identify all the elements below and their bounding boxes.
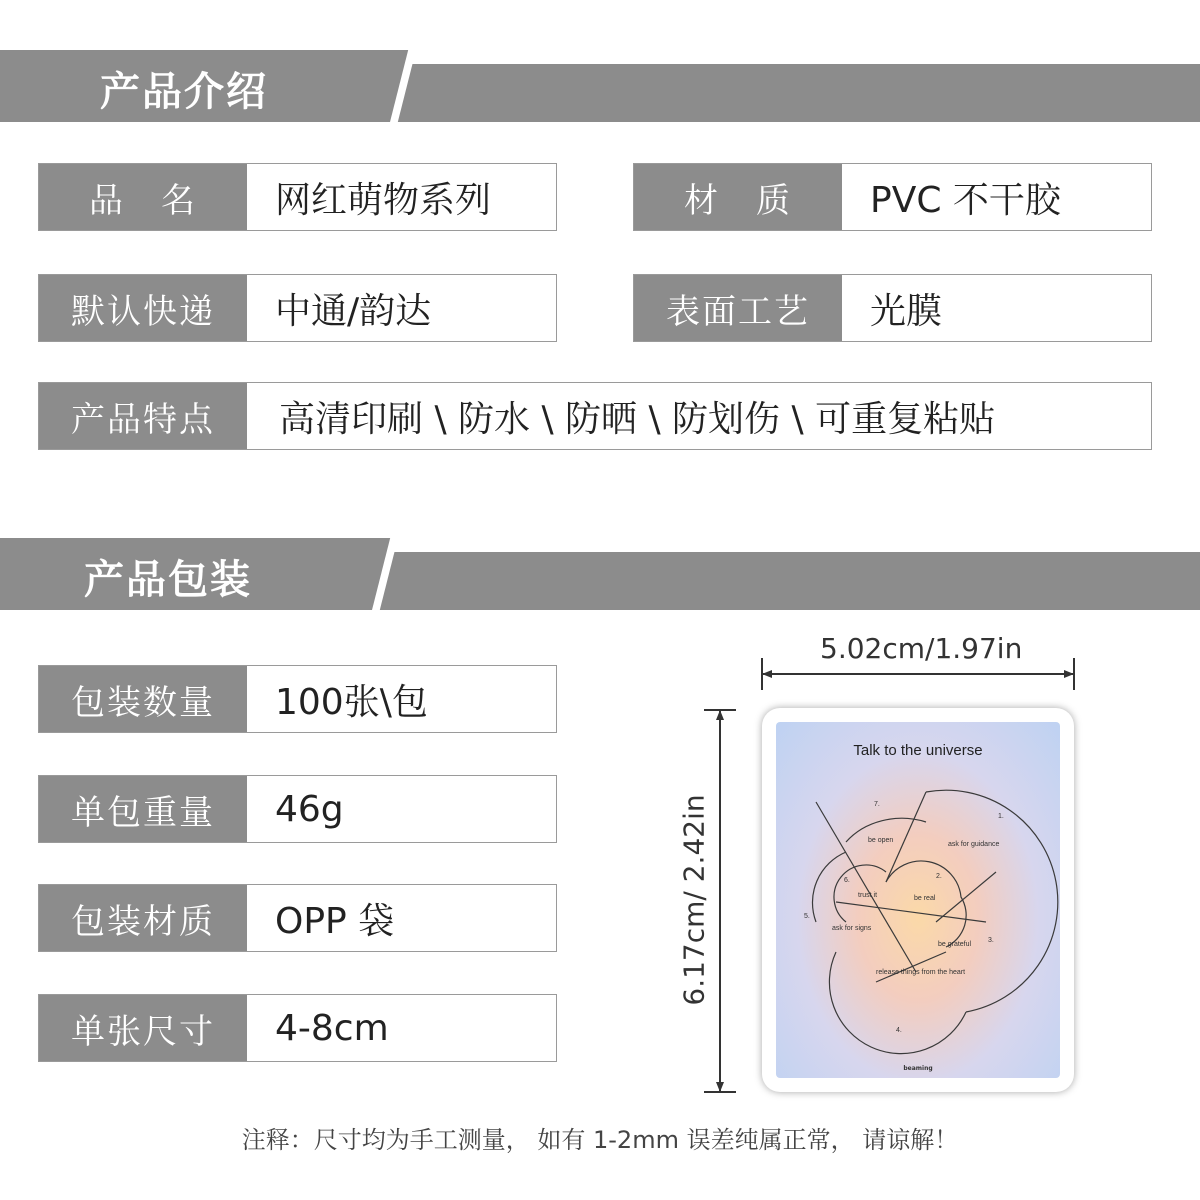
- spec-label: 单包重量: [39, 776, 247, 842]
- sticker-step: be grateful: [938, 941, 972, 948]
- spec-label: 默认快递: [39, 275, 247, 341]
- spec-label: 表面工艺: [634, 275, 842, 341]
- section-title: 产品介绍: [100, 69, 268, 115]
- section-title: 产品包装: [84, 557, 252, 603]
- spec-value: 光膜: [870, 290, 943, 332]
- spec-value: 中通/韵达: [275, 290, 432, 332]
- spec-value: 高清印刷 \ 防水 \ 防晒 \ 防划伤 \ 可重复粘贴: [279, 398, 996, 440]
- spec-label: 包装数量: [39, 666, 247, 732]
- sticker-number: 6.: [844, 877, 850, 884]
- spec-label: 材 质: [634, 164, 842, 230]
- sticker-card: [762, 708, 1074, 1092]
- spec-value: 4-8cm: [275, 1007, 389, 1049]
- sticker-step: be open: [868, 837, 894, 844]
- height-dimension-label: 6.17cm/ 2.42in: [677, 794, 711, 1006]
- sticker-step: release things from the heart: [876, 969, 966, 976]
- sticker-number: 5.: [804, 913, 810, 920]
- sticker-step: ask for guidance: [948, 841, 1000, 848]
- spec-value: 网红萌物系列: [275, 179, 492, 221]
- sticker-step: ask for signs: [832, 925, 872, 932]
- sticker-number: 4.: [896, 1027, 902, 1034]
- spec-value: 46g: [275, 788, 344, 830]
- spec-label: 品 名: [39, 164, 247, 230]
- sticker-step: trust it: [858, 892, 878, 899]
- spec-label: 产品特点: [39, 383, 247, 449]
- sticker-artwork: [776, 722, 1060, 1078]
- sticker-number: 2.: [936, 873, 942, 880]
- spec-label: 单张尺寸: [39, 995, 247, 1061]
- spec-value: 100张\包: [275, 681, 428, 723]
- spec-value: PVC 不干胶: [870, 179, 1061, 221]
- sticker-title: Talk to the universe: [853, 742, 983, 759]
- sticker-number: 3.: [988, 937, 994, 944]
- sticker-number: 1.: [998, 813, 1004, 820]
- spec-label: 包装材质: [39, 885, 247, 951]
- sticker-diagram: [776, 722, 1060, 1078]
- sticker-number: 7.: [874, 801, 880, 808]
- width-dimension-label: 5.02cm/1.97in: [820, 632, 1023, 665]
- sticker-step: be real: [914, 895, 936, 902]
- sticker-brand: beaming: [903, 1065, 933, 1072]
- spec-value: OPP 袋: [275, 900, 395, 942]
- measurement-note: 注释：尺寸均为手工测量， 如有 1-2mm 误差纯属正常， 请谅解！: [241, 1126, 959, 1154]
